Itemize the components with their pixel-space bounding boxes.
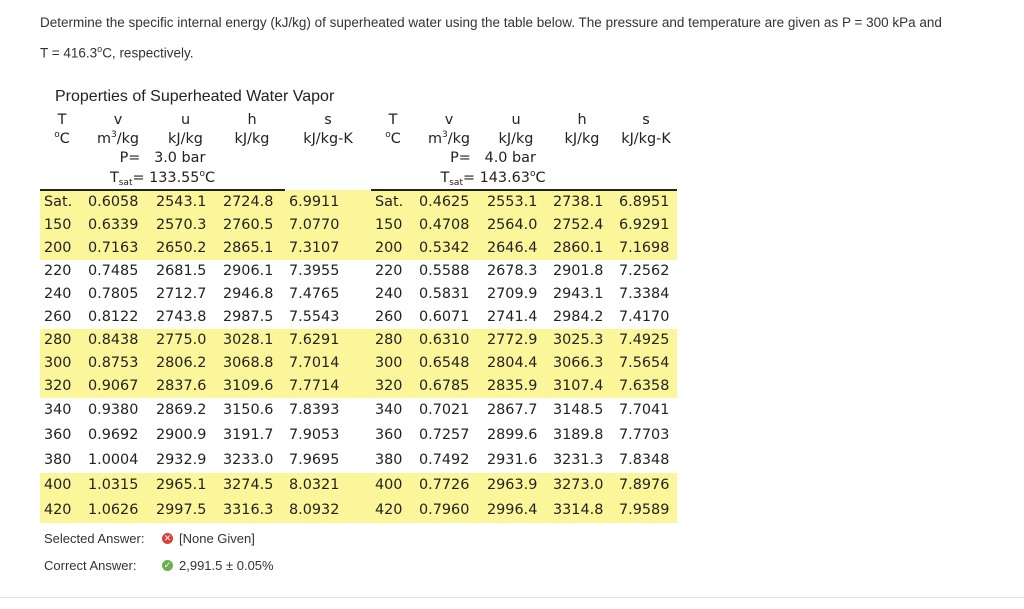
cell-s: 7.4925 [615,329,677,352]
cell-T: 300 [40,352,84,375]
cell-v: 0.7726 [415,473,483,498]
cell-s: 7.6291 [285,329,371,352]
cell-h: 3189.8 [553,427,604,443]
table-title: Properties of Superheated Water Vapor [55,88,335,105]
cell-u: 2835.9 [483,375,549,398]
cell-v: 0.9067 [84,375,152,398]
cell-h: 2987.5 [223,309,274,325]
cell-v: 0.5831 [419,286,470,302]
cell-T: 280 [40,329,84,352]
footer-divider [0,597,1024,598]
cell-v: 1.0004 [88,452,139,468]
cell-s: 7.4170 [619,309,670,325]
table-row [40,214,371,237]
cell-v: 0.4625 [415,190,483,214]
header-symbols: T v u h s [57,112,332,128]
cell-T: 420 [40,498,84,523]
cell-h: 3274.5 [219,473,285,498]
table-row [40,498,371,523]
cell-v: 1.0626 [84,498,152,523]
correct-answer [44,558,274,573]
table-row [371,375,677,398]
table-row [371,329,677,352]
table-row [40,283,371,306]
cell-s: 7.6358 [615,375,677,398]
cell-u: 2543.1 [152,190,219,214]
cell-T: 240 [44,286,72,302]
cell-u: 2899.6 [487,427,538,443]
cell-u: 2678.3 [487,263,538,279]
cell-u: 2804.4 [483,352,549,375]
cell-T: 380 [44,452,72,468]
cell-s: 6.8951 [615,190,677,214]
cell-h: 3191.7 [223,427,274,443]
cell-v: 0.6071 [419,309,470,325]
cell-T: 150 [40,214,84,237]
cell-T: 200 [371,237,415,260]
cell-s: 7.9589 [615,498,677,523]
cell-u: 2570.3 [152,214,219,237]
cell-v: 0.6310 [415,329,483,352]
cell-T: 300 [371,352,415,375]
table-row [40,306,371,329]
cell-h: 3107.4 [549,375,615,398]
cell-s: 7.0770 [285,214,371,237]
cell-s: 7.2562 [619,263,670,279]
header-symbols: T v u h s [388,112,650,128]
cell-T: 260 [44,309,72,325]
cell-u: 2900.9 [156,427,207,443]
table-row [40,375,371,398]
cell-v: 0.4708 [415,214,483,237]
cell-T: 360 [375,427,403,443]
cell-s: 7.8348 [619,452,670,468]
pressure-row: P= 3.0 bar [119,150,206,166]
cell-h: 2738.1 [549,190,615,214]
cell-u: 2932.9 [156,452,207,468]
cell-s: 6.9291 [615,214,677,237]
cell-T: 240 [375,286,403,302]
table-row [371,498,677,523]
cell-h: 3314.8 [549,498,615,523]
table-row [371,283,677,306]
cell-h: 2860.1 [549,237,615,260]
cell-v: 0.8122 [88,309,139,325]
table-row [40,398,371,423]
table-row [371,352,677,375]
cell-u: 2564.0 [483,214,549,237]
question-text [40,10,1000,67]
cell-v: 0.7805 [88,286,139,302]
table-row [371,237,677,260]
cell-T: 400 [40,473,84,498]
cell-v: 0.9380 [88,402,139,418]
cell-s: 7.5654 [615,352,677,375]
cell-h: 2760.5 [219,214,285,237]
cell-u: 2869.2 [156,402,207,418]
cell-v: 0.7257 [419,427,470,443]
table-row [40,423,371,448]
cell-T: 320 [371,375,415,398]
cell-T: 380 [375,452,403,468]
table-row [371,473,677,498]
cell-h: 3231.3 [553,452,604,468]
cell-u: 2709.9 [487,286,538,302]
table-row [371,448,677,473]
question-line-2: $T = 416.3^oC$, respectively. [40,44,194,61]
cell-s: 7.7703 [619,427,670,443]
cell-h: 3150.6 [223,402,274,418]
table-row [371,260,677,283]
cell-s: 7.3955 [289,263,340,279]
cell-u: 2743.8 [156,309,207,325]
cell-T: 340 [44,402,72,418]
cell-T: 320 [40,375,84,398]
cell-u: 2775.0 [152,329,219,352]
cell-v: 0.6339 [84,214,152,237]
cell-u: 2553.1 [483,190,549,214]
header-units: $^o$C $m^3/kg$ kJ/kg kJ/kg kJ/kg-K [385,130,671,147]
cell-h: 3068.8 [219,352,285,375]
cell-h: 3028.1 [219,329,285,352]
cell-s: 6.9911 [285,190,371,214]
cell-s: 8.0321 [285,473,371,498]
tsat-row: $T_{sat}= 133.55^oC$ [40,167,371,190]
cell-s: 7.8393 [289,402,340,418]
cell-s: 7.8976 [615,473,677,498]
x-circle-icon: ✕ [163,533,172,543]
cell-T: Sat. [40,190,84,214]
cell-v: 0.8753 [84,352,152,375]
cell-v: 0.6785 [415,375,483,398]
cell-T: 280 [371,329,415,352]
cell-T: Sat. [371,190,415,214]
cell-h: 3066.3 [549,352,615,375]
table-row [371,423,677,448]
cell-h: 2984.2 [553,309,604,325]
table-row [40,190,371,214]
cell-u: 2996.4 [483,498,549,523]
table-row [371,190,677,214]
cell-v: 0.6058 [84,190,152,214]
header-units: $^o$C $m^3/kg$ kJ/kg kJ/kg kJ/kg-K [54,130,353,147]
cell-v: 0.7485 [88,263,139,279]
cell-u: 2965.1 [152,473,219,498]
cell-T: 420 [371,498,415,523]
selected-answer-value: [None Given] [179,531,255,546]
cell-s: 7.4765 [289,286,340,302]
cell-h: 3025.3 [549,329,615,352]
table-row [371,214,677,237]
table-row [40,352,371,375]
cell-v: 0.5588 [419,263,470,279]
cell-u: 2837.6 [152,375,219,398]
table-row [40,329,371,352]
cell-s: 7.3107 [285,237,371,260]
cell-u: 2997.5 [152,498,219,523]
cell-h: 2901.8 [553,263,604,279]
cell-s: 7.7041 [619,402,670,418]
cell-v: 0.7960 [415,498,483,523]
cell-T: 260 [375,309,403,325]
cell-s: 7.5543 [289,309,340,325]
cell-h: 2906.1 [223,263,274,279]
steam-table-4bar [371,111,677,523]
cell-v: 0.7492 [419,452,470,468]
cell-T: 220 [44,263,72,279]
cell-T: 150 [371,214,415,237]
cell-v: 0.9692 [88,427,139,443]
selected-answer-label: Selected Answer: [44,531,145,546]
table-row [371,398,677,423]
cell-h: 3109.6 [219,375,285,398]
cell-s: 7.7714 [285,375,371,398]
cell-s: 7.9695 [289,452,340,468]
cell-s: 7.3384 [619,286,670,302]
cell-v: 0.6548 [415,352,483,375]
cell-u: 2931.6 [487,452,538,468]
table-row [40,473,371,498]
cell-u: 2867.7 [487,402,538,418]
cell-s: 7.9053 [289,427,340,443]
cell-T: 340 [375,402,403,418]
cell-v: 0.7021 [419,402,470,418]
cell-v: 0.5342 [415,237,483,260]
selected-answer [44,531,255,546]
cell-h: 3316.3 [219,498,285,523]
check-circle-icon: ✓ [163,560,172,570]
cell-h: 2752.4 [549,214,615,237]
cell-u: 2772.9 [483,329,549,352]
steam-table-3bar [40,111,371,523]
correct-answer-value: 2,991.5 ± 0.05% [179,558,274,573]
cell-s: 7.1698 [615,237,677,260]
table-row [40,237,371,260]
cell-v: 0.7163 [84,237,152,260]
cell-u: 2646.4 [483,237,549,260]
cell-T: 200 [40,237,84,260]
cell-v: 1.0315 [84,473,152,498]
cell-T: 220 [375,263,403,279]
cell-h: 2943.1 [553,286,604,302]
cell-u: 2963.9 [483,473,549,498]
table-row [40,260,371,283]
cell-u: 2806.2 [152,352,219,375]
pressure-row: P= 4.0 bar [450,150,536,166]
cell-v: 0.8438 [84,329,152,352]
tsat-row: $T_{sat}= 143.63^oC$ [371,167,677,190]
table-row [40,448,371,473]
cell-T: 360 [44,427,72,443]
cell-h: 2724.8 [219,190,285,214]
cell-s: 8.0932 [285,498,371,523]
cell-h: 2946.8 [223,286,274,302]
cell-u: 2712.7 [156,286,207,302]
cell-u: 2681.5 [156,263,207,279]
correct-answer-label: Correct Answer: [44,558,137,573]
table-row [371,306,677,329]
cell-h: 3233.0 [223,452,274,468]
cell-u: 2650.2 [152,237,219,260]
cell-h: 2865.1 [219,237,285,260]
cell-h: 3273.0 [549,473,615,498]
cell-h: 3148.5 [553,402,604,418]
question-line-1: Determine the specific internal energy (kJ/kg) of superheated water using the table below. The pressure and temperature are given as P = 300 kPa and [40,15,942,30]
cell-s: 7.7014 [285,352,371,375]
cell-T: 400 [371,473,415,498]
cell-u: 2741.4 [487,309,538,325]
